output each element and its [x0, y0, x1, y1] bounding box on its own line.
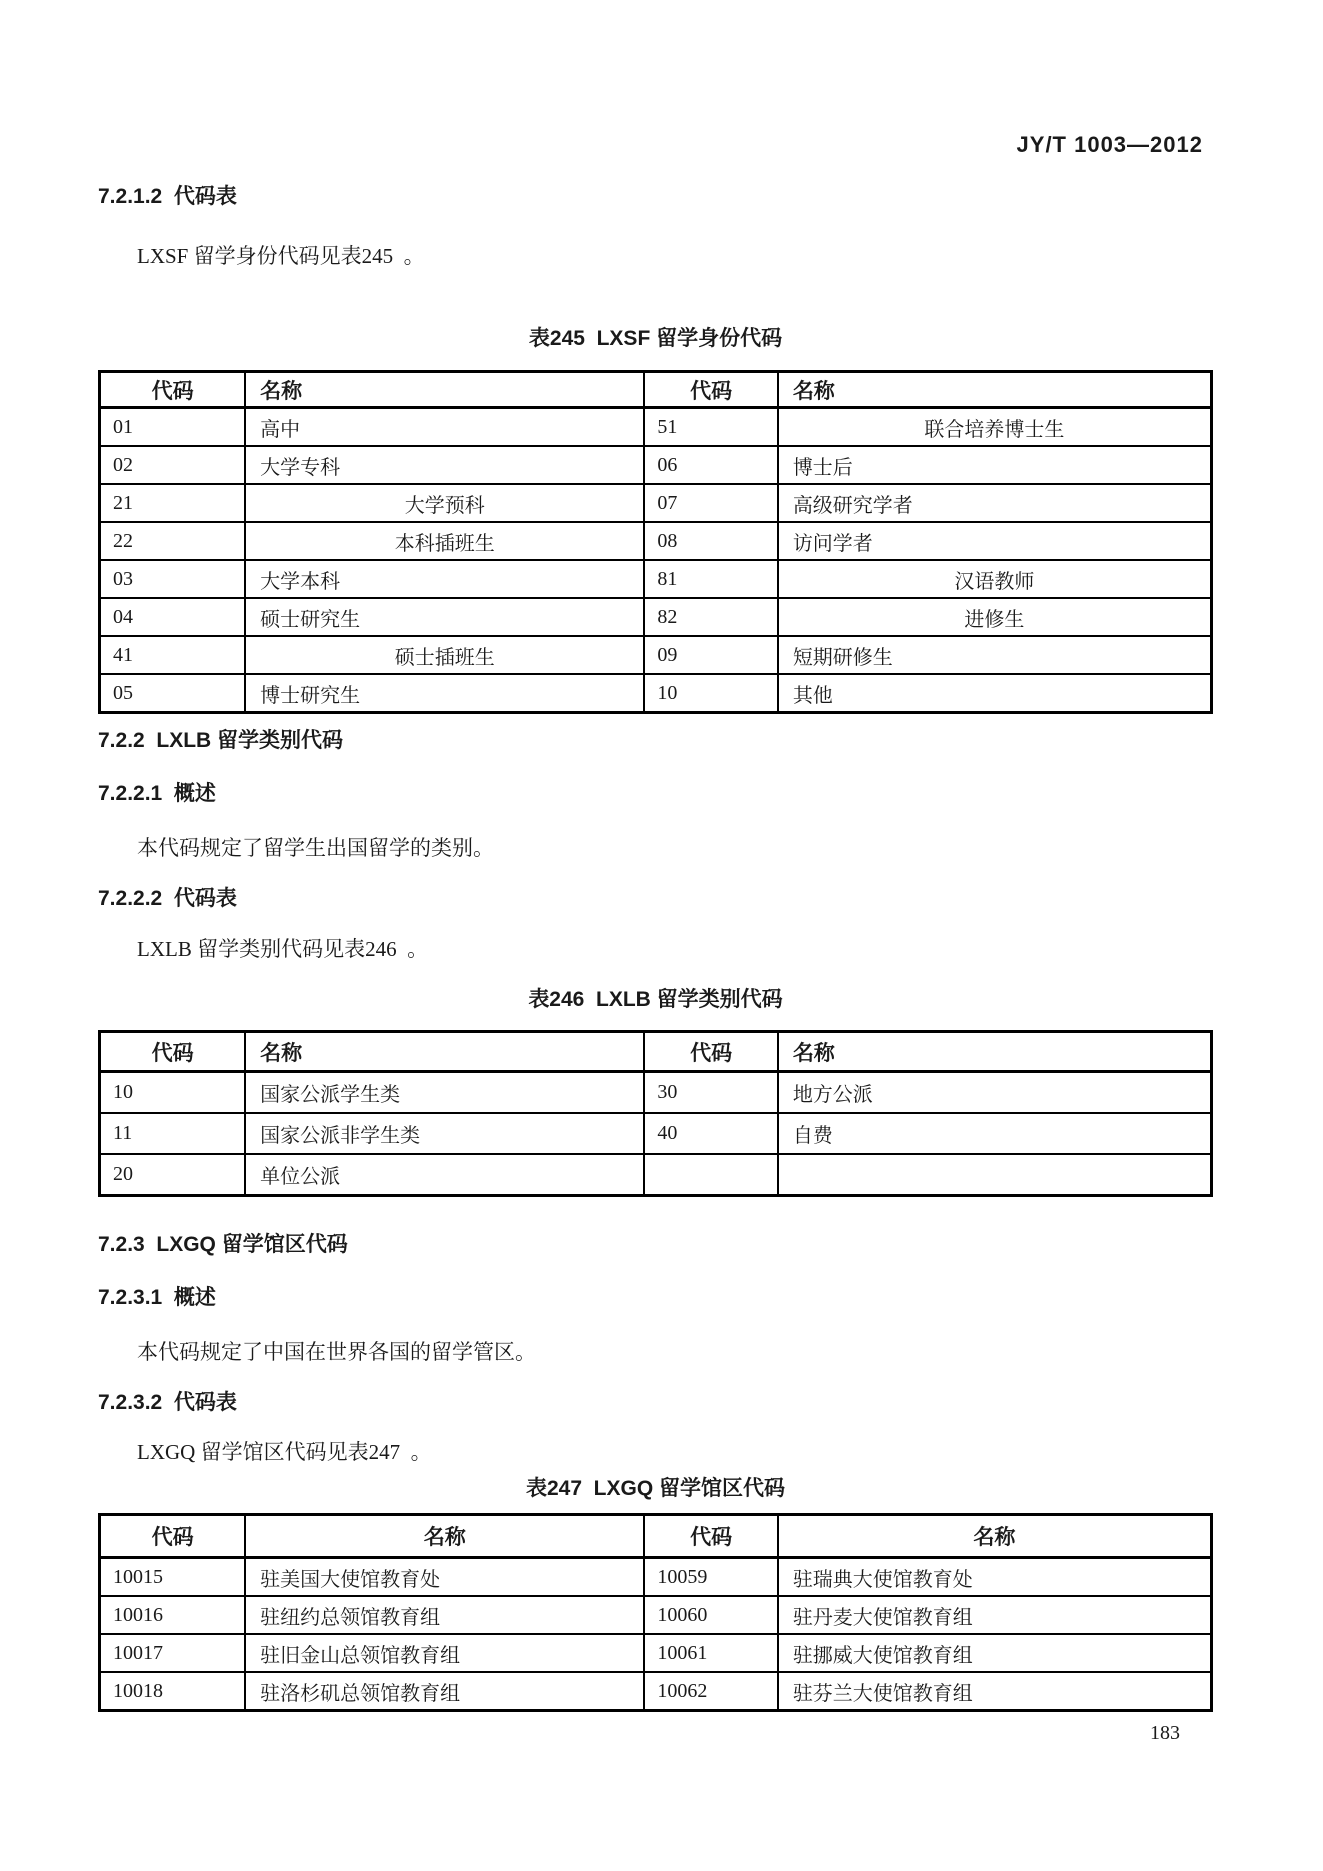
- table-row: [100, 522, 1212, 560]
- heading-7.2.3: 7.2.3 LXGQ 留学馆区代码: [98, 1233, 348, 1256]
- cell-name: 硕士研究生: [245, 598, 644, 636]
- cell-code: 08: [644, 522, 777, 560]
- cell-name: 自费: [778, 1113, 1212, 1154]
- column-header-code: 代码: [644, 1515, 777, 1558]
- table-247: [98, 1513, 1213, 1712]
- cell-name: 高级研究学者: [778, 484, 1212, 522]
- column-header-name: 名称: [778, 1032, 1212, 1072]
- heading-7.2.3.2: 7.2.3.2 代码表: [98, 1391, 237, 1414]
- paragraph-lxsf: LXSF 留学身份代码见表245 。: [137, 244, 425, 268]
- table-row: [100, 1113, 1212, 1154]
- cell-code: 09: [644, 636, 777, 674]
- table-row: [100, 408, 1212, 447]
- cell-code: 03: [100, 560, 246, 598]
- cell-name: 驻旧金山总领馆教育组: [245, 1634, 644, 1672]
- paragraph-7.2.2.1: 本代码规定了留学生出国留学的类别。: [137, 836, 494, 860]
- cell-name: 其他: [778, 674, 1212, 713]
- column-header-name: 名称: [245, 1515, 644, 1558]
- cell-name: 驻瑞典大使馆教育处: [778, 1558, 1212, 1597]
- table-row: [100, 1515, 1212, 1558]
- table-245: [98, 370, 1213, 714]
- cell-name: 大学本科: [245, 560, 644, 598]
- cell-code: 41: [100, 636, 246, 674]
- paragraph-lxgq: LXGQ 留学馆区代码见表247 。: [137, 1440, 432, 1464]
- cell-code: 04: [100, 598, 246, 636]
- cell-code: 30: [644, 1072, 777, 1114]
- cell-code: 10016: [100, 1596, 246, 1634]
- column-header-code: 代码: [644, 372, 777, 408]
- table-row: [100, 1634, 1212, 1672]
- cell-name: 国家公派非学生类: [245, 1113, 644, 1154]
- column-header-name: 名称: [778, 372, 1212, 408]
- cell-code: 02: [100, 446, 246, 484]
- cell-name: 驻芬兰大使馆教育组: [778, 1672, 1212, 1711]
- table-row: [100, 372, 1212, 408]
- heading-7.2.2.2: 7.2.2.2 代码表: [98, 887, 237, 910]
- table-row: [100, 674, 1212, 713]
- heading-7.2.1.2: 7.2.1.2 代码表: [98, 185, 237, 208]
- cell-code: 05: [100, 674, 246, 713]
- table-247-title: 表247 LXGQ 留学馆区代码: [525, 1477, 786, 1500]
- cell-code: 10062: [644, 1672, 777, 1711]
- column-header-name: 名称: [245, 372, 644, 408]
- cell-name: 汉语教师: [778, 560, 1212, 598]
- cell-code: [644, 1154, 777, 1196]
- table-row: [100, 598, 1212, 636]
- cell-code: 10018: [100, 1672, 246, 1711]
- cell-code: 06: [644, 446, 777, 484]
- table-row: [100, 1558, 1212, 1597]
- cell-code: 51: [644, 408, 777, 447]
- cell-name: 国家公派学生类: [245, 1072, 644, 1114]
- table-246-title: 表246 LXLB 留学类别代码: [528, 988, 783, 1011]
- cell-name: 驻纽约总领馆教育组: [245, 1596, 644, 1634]
- table-row: [100, 560, 1212, 598]
- column-header-code: 代码: [100, 372, 246, 408]
- column-header-name: 名称: [778, 1515, 1212, 1558]
- cell-name: 大学专科: [245, 446, 644, 484]
- cell-name: [778, 1154, 1212, 1196]
- heading-7.2.2: 7.2.2 LXLB 留学类别代码: [98, 729, 344, 752]
- heading-7.2.2.1: 7.2.2.1 概述: [98, 782, 216, 805]
- cell-code: 11: [100, 1113, 246, 1154]
- cell-code: 20: [100, 1154, 246, 1196]
- table-245-title: 表245 LXSF 留学身份代码: [528, 327, 783, 350]
- paragraph-7.2.3.1: 本代码规定了中国在世界各国的留学管区。: [137, 1340, 536, 1364]
- cell-code: 40: [644, 1113, 777, 1154]
- column-header-code: 代码: [100, 1515, 246, 1558]
- table-row: [100, 1596, 1212, 1634]
- cell-code: 10: [644, 674, 777, 713]
- cell-name: 硕士插班生: [245, 636, 644, 674]
- column-header-code: 代码: [100, 1032, 246, 1072]
- table-row: [100, 1154, 1212, 1196]
- cell-code: 10017: [100, 1634, 246, 1672]
- table-246: [98, 1030, 1213, 1197]
- cell-code: 21: [100, 484, 246, 522]
- cell-name: 驻洛杉矶总领馆教育组: [245, 1672, 644, 1711]
- page-number: 183: [1150, 1722, 1180, 1744]
- table-row: [100, 1672, 1212, 1711]
- cell-code: 01: [100, 408, 246, 447]
- table-row: [100, 1072, 1212, 1114]
- cell-name: 大学预科: [245, 484, 644, 522]
- cell-code: 10059: [644, 1558, 777, 1597]
- cell-code: 10: [100, 1072, 246, 1114]
- table-row: [100, 484, 1212, 522]
- cell-name: 高中: [245, 408, 644, 447]
- cell-code: 07: [644, 484, 777, 522]
- cell-code: 10060: [644, 1596, 777, 1634]
- cell-name: 地方公派: [778, 1072, 1212, 1114]
- cell-name: 驻挪威大使馆教育组: [778, 1634, 1212, 1672]
- table-row: [100, 446, 1212, 484]
- cell-name: 短期研修生: [778, 636, 1212, 674]
- cell-name: 联合培养博士生: [778, 408, 1212, 447]
- cell-code: 10015: [100, 1558, 246, 1597]
- cell-name: 本科插班生: [245, 522, 644, 560]
- cell-name: 进修生: [778, 598, 1212, 636]
- cell-name: 驻美国大使馆教育处: [245, 1558, 644, 1597]
- cell-name: 单位公派: [245, 1154, 644, 1196]
- cell-name: 访问学者: [778, 522, 1212, 560]
- cell-name: 博士后: [778, 446, 1212, 484]
- column-header-code: 代码: [644, 1032, 777, 1072]
- column-header-name: 名称: [245, 1032, 644, 1072]
- cell-name: 博士研究生: [245, 674, 644, 713]
- table-row: [100, 636, 1212, 674]
- doc-code: JY/T 1003—2012: [1016, 132, 1203, 157]
- cell-code: 81: [644, 560, 777, 598]
- cell-code: 10061: [644, 1634, 777, 1672]
- paragraph-lxlb: LXLB 留学类别代码见表246 。: [137, 937, 429, 961]
- cell-code: 82: [644, 598, 777, 636]
- cell-code: 22: [100, 522, 246, 560]
- cell-name: 驻丹麦大使馆教育组: [778, 1596, 1212, 1634]
- table-row: [100, 1032, 1212, 1072]
- heading-7.2.3.1: 7.2.3.1 概述: [98, 1286, 216, 1309]
